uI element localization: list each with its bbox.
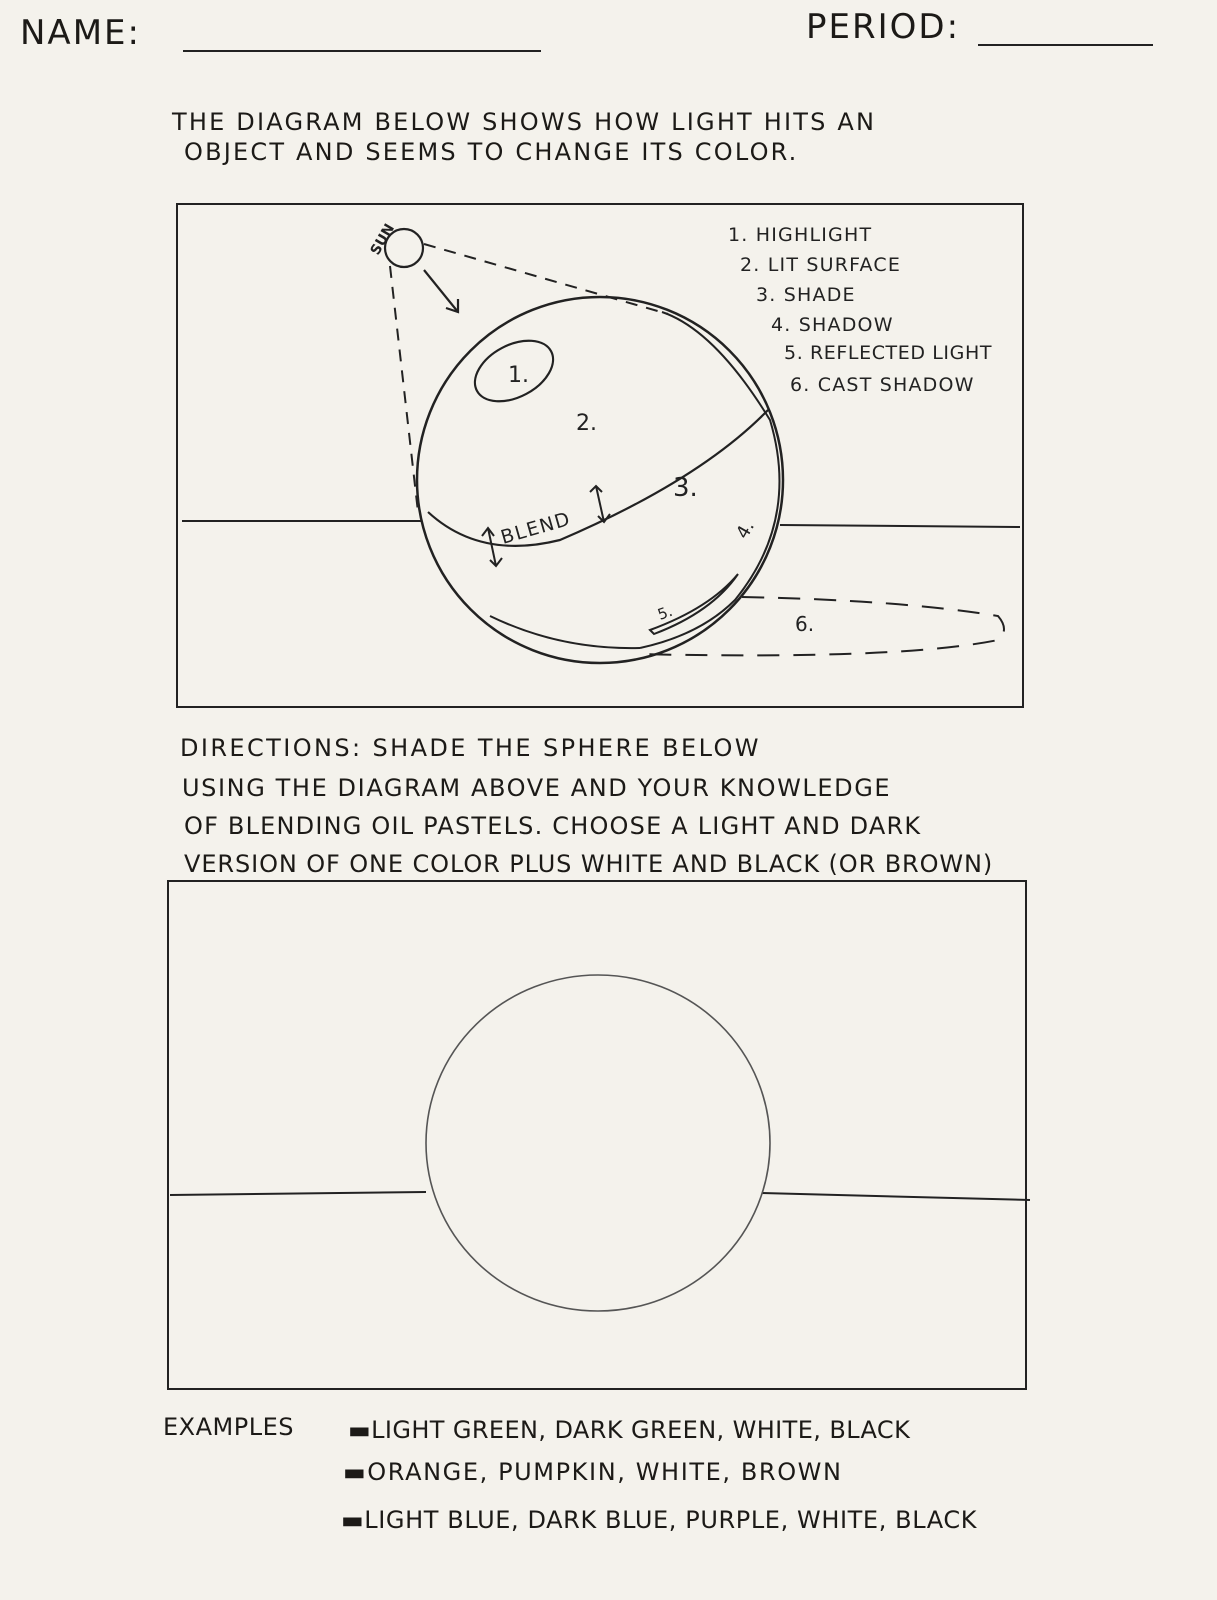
example-item-3	[341, 1508, 977, 1532]
blend-label: BLEND	[498, 507, 574, 549]
legend-item-2: 2. LIT SURFACE	[740, 254, 902, 276]
example-item-1	[348, 1418, 910, 1442]
legend-item-6: 6. CAST SHADOW	[790, 374, 975, 396]
directions-line-2: USING THE DIAGRAM ABOVE AND YOUR KNOWLEDGE	[182, 774, 892, 802]
bullet-icon: ▬	[343, 1458, 368, 1486]
example-text-2: ORANGE, PUMPKIN, WHITE, BROWN	[367, 1458, 843, 1486]
examples-label: EXAMPLES	[163, 1413, 294, 1441]
marker-5: 5.	[655, 601, 675, 624]
intro-line-2: OBJECT AND SEEMS TO CHANGE ITS COLOR.	[184, 138, 799, 166]
marker-2: 2.	[576, 411, 597, 436]
directions-line-4: VERSION OF ONE COLOR PLUS WHITE AND BLACK (OR BROWN)	[184, 850, 994, 878]
drawing-horizon-right	[762, 1193, 1030, 1200]
period-label: PERIOD:	[806, 7, 961, 47]
sphere-to-shade	[426, 975, 770, 1311]
legend-item-4: 4. SHADOW	[771, 314, 894, 336]
directions-line-3: OF BLENDING OIL PASTELS. CHOOSE A LIGHT AND DARK	[184, 812, 922, 840]
bullet-icon: ▬	[348, 1416, 372, 1444]
example-item-2	[343, 1460, 843, 1484]
marker-6: 6.	[795, 612, 815, 636]
marker-1: 1.	[508, 363, 529, 388]
legend-item-1: 1. HIGHLIGHT	[728, 224, 873, 246]
legend-item-3: 3. SHADE	[756, 284, 856, 306]
bullet-icon: ▬	[341, 1506, 365, 1534]
sun-label: SUN	[367, 221, 399, 258]
example-text-3: LIGHT BLUE, DARK BLUE, PURPLE, WHITE, BLACK	[364, 1506, 978, 1534]
directions-line-1: DIRECTIONS: SHADE THE SPHERE BELOW	[180, 734, 761, 762]
marker-3: 3.	[673, 473, 698, 503]
drawing-horizon-left	[170, 1192, 426, 1195]
marker-4: 4.	[732, 517, 759, 543]
intro-line-1: THE DIAGRAM BELOW SHOWS HOW LIGHT HITS AN	[172, 108, 877, 136]
example-text-1: LIGHT GREEN, DARK GREEN, WHITE, BLACK	[371, 1416, 911, 1444]
legend-item-5: 5. REFLECTED LIGHT	[784, 342, 993, 364]
name-label: NAME:	[20, 13, 141, 53]
